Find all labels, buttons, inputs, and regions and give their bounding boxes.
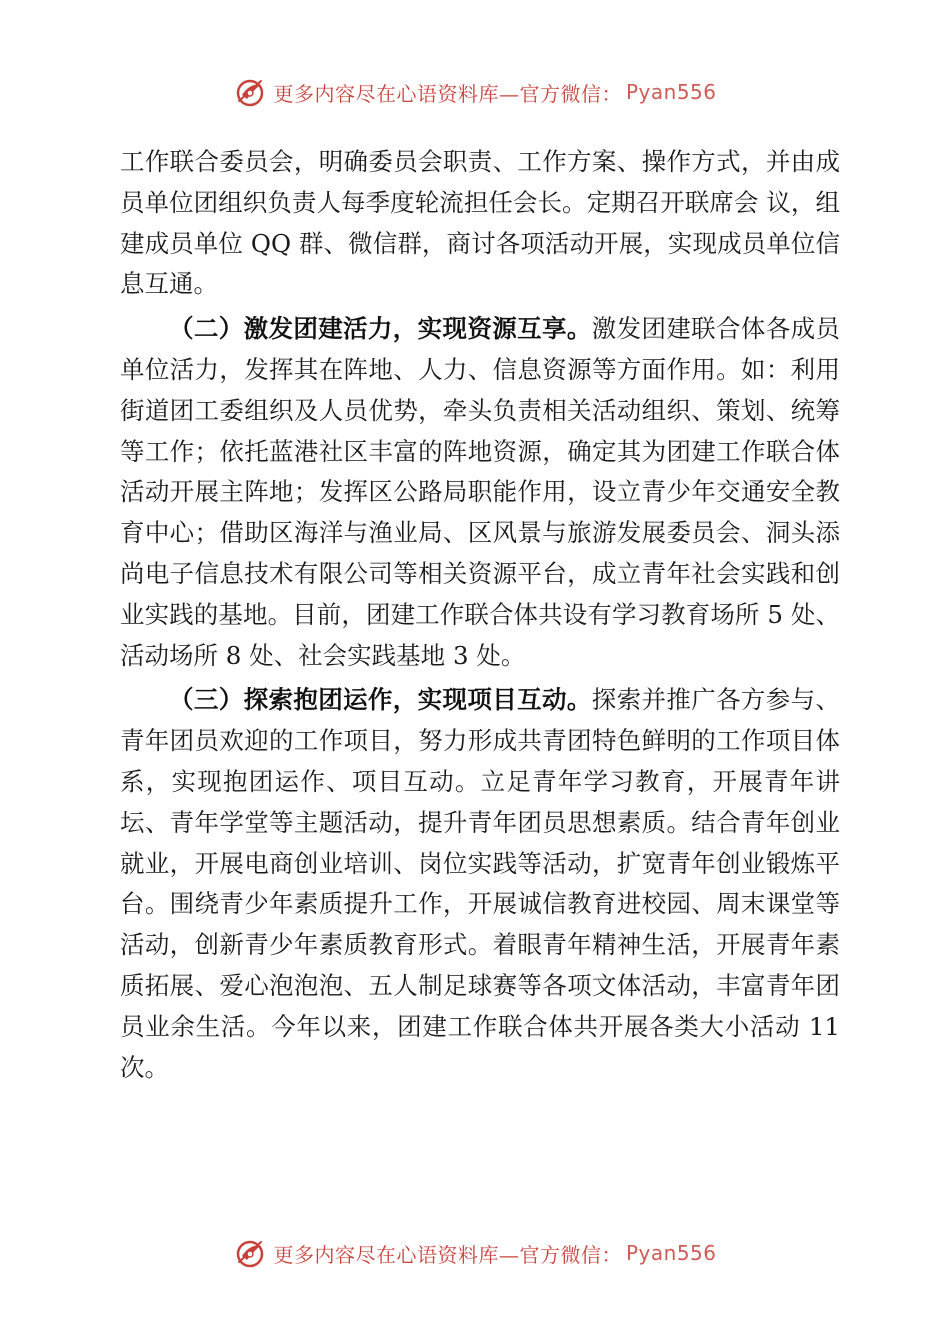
paragraph-1 <box>120 142 840 305</box>
paragraph-3 <box>120 680 840 1088</box>
watermark-logo-icon <box>233 75 267 109</box>
watermark-wechat-id: Pyan556 <box>625 80 717 104</box>
watermark-logo-icon <box>233 1236 267 1270</box>
footer-watermark <box>0 1233 950 1273</box>
paragraph-2 <box>120 309 840 676</box>
paragraph-2-body: 激发团建联合体各成员单位活力，发挥其在阵地、人力、信息资源等方面作用。如：利用街道团工委组织及人员优势，牵头负责相关活动组织、策划、统筹等工作；依托蓝港社区丰富的阵地资源，确定其为团建工作联合体活动开展主阵地；发挥区公路局职能作用，设立青少年交通安全教育中心；借助区海洋与渔业局、区风景与旅游发展委员会、洞头添尚电子信息技术有限公司等相关资源平台，成立青年社会实践和创业实践的基地。目前，团建工作联合体共设有学习教育场所 5 处、活动场所 8 处、社会实践基地 3 处。 <box>120 314 841 670</box>
header-watermark <box>0 72 950 112</box>
watermark-text: 更多内容尽在心语资料库—官方微信： <box>273 1242 622 1267</box>
document-body <box>120 142 840 1088</box>
watermark-wechat-id: Pyan556 <box>625 1241 717 1265</box>
paragraph-2-heading: （二）激发团建活力，实现资源互享。 <box>169 314 592 344</box>
paragraph-1-body: 工作联合委员会，明确委员会职责、工作方案、操作方式，并由成员单位团组织负责人每季度轮流担任会长。定期召开联席会 议，组建成员单位 QQ 群、微信群，商讨各项活动开展，实现成员单位信息互通。 <box>120 147 840 299</box>
watermark-text: 更多内容尽在心语资料库—官方微信： <box>273 81 622 106</box>
paragraph-3-body: 探索并推广各方参与、青年团员欢迎的工作项目，努力形成共青团特色鲜明的工作项目体系，实现抱团运作、项目互动。立足青年学习教育，开展青年讲坛、青年学堂等主题活动，提升青年团员思想素质。结合青年创业就业，开展电商创业培训、岗位实践等活动，扩宽青年创业锻炼平台。围绕青少年素质提升工作，开展诚信教育进校园、周末课堂等活动，创新青少年素质教育形式。着眼青年精神生活，开展青年素质拓展、爱心泡泡泡、五人制足球赛等各项文体活动，丰富青年团员业余生活。今年以来，团建工作联合体共开展各类大小活动 11 次。 <box>120 685 841 1082</box>
paragraph-3-heading: （三）探索抱团运作，实现项目互动。 <box>169 685 592 715</box>
